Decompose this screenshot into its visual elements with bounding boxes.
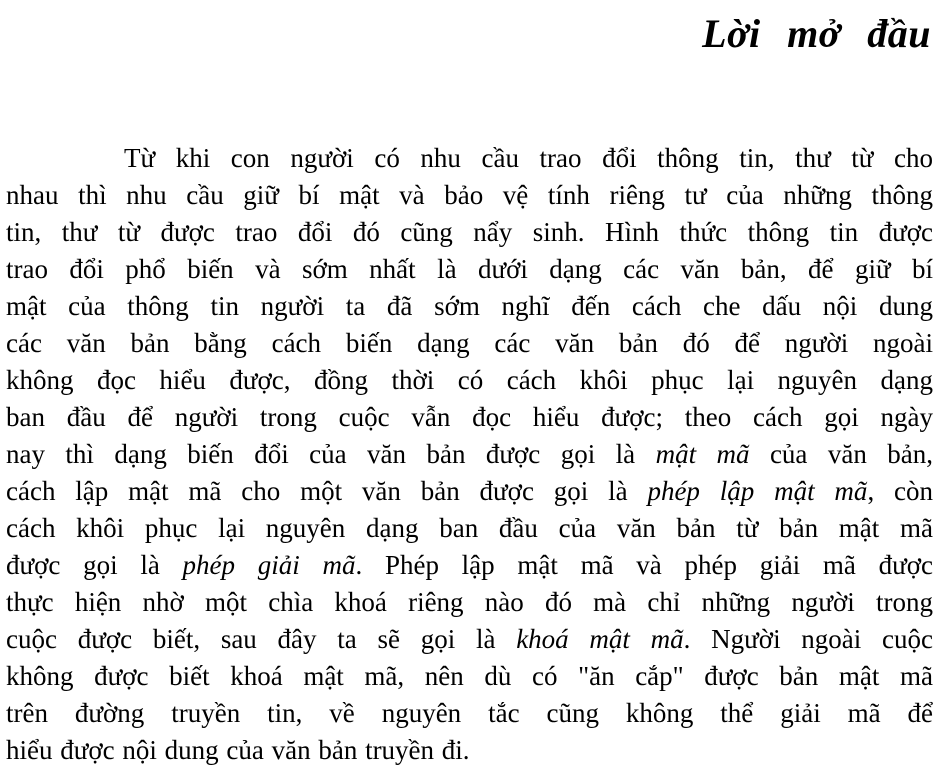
text-segment: hiểu được nội dung của văn bản truyền đi. xyxy=(6,735,470,765)
text-line xyxy=(6,658,933,695)
italic-term: khoá mật mã xyxy=(516,624,684,654)
italic-term: mật mã xyxy=(655,439,750,469)
text-line xyxy=(6,288,933,325)
text-segment: không đọc hiểu được, đồng thời có cách khôi phục lại nguyên dạng xyxy=(6,365,933,395)
text-line xyxy=(6,177,933,214)
text-line xyxy=(6,399,933,436)
text-segment: các văn bản bằng cách biến dạng các văn bản đó để người ngoài xyxy=(6,328,933,358)
text-segment: Từ khi con người có nhu cầu trao đổi thông tin, thư từ cho xyxy=(124,143,933,173)
preface-paragraph xyxy=(6,140,933,769)
text-segment: được gọi là xyxy=(6,550,183,580)
text-segment: . Phép lập mật mã và phép giải mã được xyxy=(355,550,933,580)
text-segment: cách khôi phục lại nguyên dạng ban đầu của văn bản từ bản mật mã xyxy=(6,513,933,543)
text-line xyxy=(6,214,933,251)
text-segment: của văn bản, xyxy=(749,439,934,469)
text-segment: trao đổi phổ biến và sớm nhất là dưới dạng các văn bản, để giữ bí xyxy=(6,254,933,284)
text-segment: không được biết khoá mật mã, nên dù có "ăn cắp" được bản mật mã xyxy=(6,661,933,691)
text-line xyxy=(6,510,933,547)
text-line xyxy=(6,251,933,288)
text-segment: nay thì dạng biến đổi của văn bản được gọi là xyxy=(6,439,656,469)
text-segment: , còn xyxy=(867,476,934,506)
text-line xyxy=(6,732,933,769)
text-line xyxy=(6,695,933,732)
text-segment: cách lập mật mã cho một văn bản được gọi là xyxy=(6,476,648,506)
text-segment: thực hiện nhờ một chìa khoá riêng nào đó mà chỉ những người trong xyxy=(6,587,933,617)
text-segment: mật của thông tin người ta đã sớm nghĩ đến cách che dấu nội dung xyxy=(6,291,933,321)
text-segment: nhau thì nhu cầu giữ bí mật và bảo vệ tính riêng tư của những thông xyxy=(6,180,933,210)
text-segment: tin, thư từ được trao đổi đó cũng nẩy sinh. Hình thức thông tin được xyxy=(6,217,933,247)
text-segment: cuộc được biết, sau đây ta sẽ gọi là xyxy=(6,624,517,654)
text-line xyxy=(6,473,933,510)
text-line xyxy=(6,547,933,584)
text-segment: ban đầu để người trong cuộc vẫn đọc hiểu được; theo cách gọi ngày xyxy=(6,402,933,432)
page-title: Lời mở đầu xyxy=(702,11,931,56)
text-line xyxy=(6,584,933,621)
text-line xyxy=(6,621,933,658)
italic-term: phép lập mật mã xyxy=(647,476,868,506)
text-segment: . Người ngoài cuộc xyxy=(683,624,934,654)
text-line xyxy=(6,140,933,177)
text-segment: trên đường truyền tin, về nguyên tắc cũng không thể giải mã để xyxy=(6,698,933,728)
text-line xyxy=(6,436,933,473)
text-line xyxy=(6,325,933,362)
text-line xyxy=(6,362,933,399)
italic-term: phép giải mã xyxy=(182,550,356,580)
